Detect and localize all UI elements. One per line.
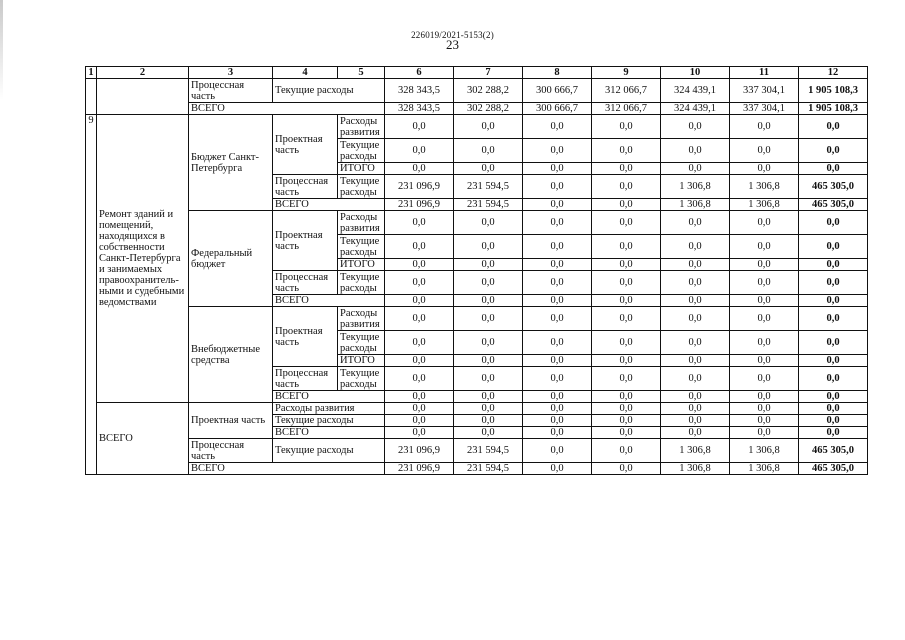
table-row [86, 439, 868, 463]
prev-process-value: 300 666,7 [523, 79, 592, 103]
itogo-label: ИТОГО [338, 259, 385, 271]
vsego-value: 0,0 [523, 199, 592, 211]
total-itogo-value: 0,0 [523, 427, 592, 439]
tekushchie-value: 0,0 [799, 139, 868, 163]
vsego-value: 1 306,8 [730, 199, 799, 211]
razvitie-value: 0,0 [730, 211, 799, 235]
tekushchie-value: 0,0 [592, 139, 661, 163]
prev-vsego-value: 324 439,1 [661, 103, 730, 115]
total-razvitie-value: 0,0 [523, 403, 592, 415]
total-label: ВСЕГО [97, 403, 189, 475]
part-label: Проектная часть [273, 211, 338, 271]
column-header: 11 [730, 67, 799, 79]
part-label: Процессная часть [273, 175, 338, 199]
tekushchie-value: 0,0 [523, 331, 592, 355]
table-row [86, 211, 868, 235]
tekushchie-value: 0,0 [592, 331, 661, 355]
total-vsego-value: 1 306,8 [661, 463, 730, 475]
vsego-value: 0,0 [523, 391, 592, 403]
vsego-value: 0,0 [454, 391, 523, 403]
total-vsego-value: 231 594,5 [454, 463, 523, 475]
itogo-value: 0,0 [523, 259, 592, 271]
vsego-value: 0,0 [661, 391, 730, 403]
total-vsego-value: 0,0 [523, 463, 592, 475]
vsego-value: 0,0 [523, 295, 592, 307]
tekushchie-value: 0,0 [385, 235, 454, 259]
table-row [86, 115, 868, 139]
razvitie-value: 0,0 [523, 211, 592, 235]
funding-source: Федеральный бюджет [189, 211, 273, 307]
razvitie-value: 0,0 [661, 307, 730, 331]
itogo-value: 0,0 [454, 259, 523, 271]
itogo-value: 0,0 [523, 355, 592, 367]
razvitie-value: 0,0 [454, 307, 523, 331]
vsego-label: ВСЕГО [189, 103, 385, 115]
tekushchie-value: 0,0 [454, 235, 523, 259]
tekushchie-value: 0,0 [523, 235, 592, 259]
item-number: 9 [86, 115, 97, 475]
prev-vsego-value: 328 343,5 [385, 103, 454, 115]
total-razvitie-value: 0,0 [661, 403, 730, 415]
vsego-value: 0,0 [799, 391, 868, 403]
vsego-label: ВСЕГО [273, 295, 385, 307]
part-label: Процессная часть [189, 439, 273, 463]
expense-label: Расходы развития [338, 211, 385, 235]
column-header: 6 [385, 67, 454, 79]
total-process-value: 1 306,8 [661, 439, 730, 463]
part-label: Проектная часть [273, 307, 338, 367]
itogo-value: 0,0 [730, 163, 799, 175]
itogo-value: 0,0 [730, 355, 799, 367]
column-header: 8 [523, 67, 592, 79]
itogo-value: 0,0 [661, 163, 730, 175]
table-row [86, 403, 868, 415]
vsego-value: 0,0 [454, 295, 523, 307]
razvitie-value: 0,0 [592, 211, 661, 235]
razvitie-value: 0,0 [385, 211, 454, 235]
expense-label: Текущие расходы [338, 175, 385, 199]
vsego-label: ВСЕГО [273, 199, 385, 211]
prev-process-value: 312 066,7 [592, 79, 661, 103]
itogo-value: 0,0 [799, 163, 868, 175]
razvitie-value: 0,0 [730, 115, 799, 139]
expense-label: Текущие расходы [338, 139, 385, 163]
prev-process-value: 324 439,1 [661, 79, 730, 103]
expense-label: Текущие расходы [273, 415, 385, 427]
vsego-label: ВСЕГО [273, 427, 385, 439]
razvitie-value: 0,0 [799, 211, 868, 235]
total-tekushchie-value: 0,0 [730, 415, 799, 427]
itogo-value: 0,0 [592, 259, 661, 271]
document-number: 226019/2021-5153(2) [411, 30, 494, 40]
total-itogo-value: 0,0 [661, 427, 730, 439]
itogo-label: ИТОГО [338, 355, 385, 367]
itogo-label: ИТОГО [338, 163, 385, 175]
expense-label: Текущие расходы [273, 79, 385, 103]
process-value: 0,0 [730, 271, 799, 295]
part-label: Процессная часть [273, 271, 338, 295]
column-header: 12 [799, 67, 868, 79]
total-tekushchie-value: 0,0 [523, 415, 592, 427]
tekushchie-value: 0,0 [799, 331, 868, 355]
table-row [86, 103, 868, 115]
razvitie-value: 0,0 [385, 115, 454, 139]
razvitie-value: 0,0 [523, 307, 592, 331]
process-value: 0,0 [523, 271, 592, 295]
tekushchie-value: 0,0 [730, 139, 799, 163]
tekushchie-value: 0,0 [385, 331, 454, 355]
prev-vsego-value: 337 304,1 [730, 103, 799, 115]
vsego-value: 0,0 [592, 391, 661, 403]
vsego-value: 231 594,5 [454, 199, 523, 211]
tekushchie-value: 0,0 [592, 235, 661, 259]
column-header: 1 [86, 67, 97, 79]
process-value: 231 096,9 [385, 175, 454, 199]
part-label: Процессная часть [189, 79, 273, 103]
part-label: Проектная часть [189, 403, 273, 439]
itogo-value: 0,0 [523, 163, 592, 175]
itogo-value: 0,0 [385, 355, 454, 367]
process-value: 465 305,0 [799, 175, 868, 199]
razvitie-value: 0,0 [799, 307, 868, 331]
part-label: Проектная часть [273, 115, 338, 175]
itogo-value: 0,0 [454, 355, 523, 367]
total-itogo-value: 0,0 [592, 427, 661, 439]
column-header: 5 [338, 67, 385, 79]
expense-label: Текущие расходы [338, 271, 385, 295]
column-header: 3 [189, 67, 273, 79]
itogo-value: 0,0 [385, 259, 454, 271]
expense-label: Расходы развития [273, 403, 385, 415]
budget-table [85, 66, 868, 475]
process-value: 0,0 [661, 367, 730, 391]
total-process-value: 1 306,8 [730, 439, 799, 463]
itogo-value: 0,0 [592, 355, 661, 367]
item-name: Ремонт зданий и помещений, находящихся в собственности Санкт-Петербурга и занимаемых правоохранитель-ными и судебными ведомствами [97, 115, 189, 403]
prev-process-value: 302 288,2 [454, 79, 523, 103]
expense-label: Текущие расходы [338, 367, 385, 391]
tekushchie-value: 0,0 [385, 139, 454, 163]
expense-label: Расходы развития [338, 307, 385, 331]
item-number-cell [86, 79, 97, 115]
total-vsego-value: 231 096,9 [385, 463, 454, 475]
total-tekushchie-value: 0,0 [799, 415, 868, 427]
process-value: 0,0 [454, 367, 523, 391]
total-itogo-value: 0,0 [730, 427, 799, 439]
razvitie-value: 0,0 [523, 115, 592, 139]
process-value: 0,0 [523, 367, 592, 391]
itogo-value: 0,0 [661, 355, 730, 367]
expense-label: Текущие расходы [273, 439, 385, 463]
tekushchie-value: 0,0 [523, 139, 592, 163]
razvitie-value: 0,0 [730, 307, 799, 331]
column-header: 10 [661, 67, 730, 79]
process-value: 0,0 [385, 367, 454, 391]
table-row [86, 463, 868, 475]
process-value: 0,0 [730, 367, 799, 391]
total-process-value: 231 594,5 [454, 439, 523, 463]
tekushchie-value: 0,0 [730, 235, 799, 259]
part-label: Процессная часть [273, 367, 338, 391]
process-value: 0,0 [454, 271, 523, 295]
process-value: 1 306,8 [730, 175, 799, 199]
process-value: 1 306,8 [661, 175, 730, 199]
vsego-value: 465 305,0 [799, 199, 868, 211]
total-process-value: 0,0 [592, 439, 661, 463]
prev-process-value: 337 304,1 [730, 79, 799, 103]
prev-vsego-value: 302 288,2 [454, 103, 523, 115]
total-tekushchie-value: 0,0 [661, 415, 730, 427]
total-razvitie-value: 0,0 [799, 403, 868, 415]
vsego-value: 231 096,9 [385, 199, 454, 211]
itogo-value: 0,0 [730, 259, 799, 271]
vsego-value: 0,0 [799, 295, 868, 307]
tekushchie-value: 0,0 [799, 235, 868, 259]
vsego-value: 0,0 [385, 295, 454, 307]
tekushchie-value: 0,0 [661, 139, 730, 163]
process-value: 0,0 [523, 175, 592, 199]
vsego-value: 0,0 [730, 295, 799, 307]
total-process-value: 0,0 [523, 439, 592, 463]
total-tekushchie-value: 0,0 [454, 415, 523, 427]
item-name-cell [97, 79, 189, 115]
itogo-value: 0,0 [454, 163, 523, 175]
tekushchie-value: 0,0 [454, 331, 523, 355]
expense-label: Текущие расходы [338, 331, 385, 355]
table-row [86, 79, 868, 103]
header-row [86, 67, 868, 79]
total-tekushchie-value: 0,0 [385, 415, 454, 427]
prev-vsego-value: 312 066,7 [592, 103, 661, 115]
page-number: 23 [446, 37, 459, 52]
vsego-label: ВСЕГО [273, 391, 385, 403]
process-value: 0,0 [799, 271, 868, 295]
total-vsego-value: 465 305,0 [799, 463, 868, 475]
total-vsego-value: 0,0 [592, 463, 661, 475]
razvitie-value: 0,0 [454, 211, 523, 235]
razvitie-value: 0,0 [454, 115, 523, 139]
razvitie-value: 0,0 [385, 307, 454, 331]
process-value: 231 594,5 [454, 175, 523, 199]
funding-source: Внебюджетные средства [189, 307, 273, 403]
prev-vsego-value: 300 666,7 [523, 103, 592, 115]
total-razvitie-value: 0,0 [592, 403, 661, 415]
process-value: 0,0 [385, 271, 454, 295]
expense-label: Текущие расходы [338, 235, 385, 259]
total-itogo-value: 0,0 [799, 427, 868, 439]
expense-label: Расходы развития [338, 115, 385, 139]
razvitie-value: 0,0 [661, 115, 730, 139]
process-value: 0,0 [592, 175, 661, 199]
column-header: 2 [97, 67, 189, 79]
column-header: 9 [592, 67, 661, 79]
total-tekushchie-value: 0,0 [592, 415, 661, 427]
process-value: 0,0 [592, 271, 661, 295]
total-razvitie-value: 0,0 [454, 403, 523, 415]
itogo-value: 0,0 [592, 163, 661, 175]
vsego-value: 0,0 [592, 199, 661, 211]
itogo-value: 0,0 [799, 355, 868, 367]
process-value: 0,0 [661, 271, 730, 295]
vsego-label: ВСЕГО [189, 463, 385, 475]
itogo-value: 0,0 [661, 259, 730, 271]
process-value: 0,0 [799, 367, 868, 391]
funding-source: Бюджет Санкт-Петербурга [189, 115, 273, 211]
razvitie-value: 0,0 [592, 307, 661, 331]
prev-process-value: 1 905 108,3 [799, 79, 868, 103]
vsego-value: 0,0 [592, 295, 661, 307]
vsego-value: 1 306,8 [661, 199, 730, 211]
tekushchie-value: 0,0 [454, 139, 523, 163]
vsego-value: 0,0 [661, 295, 730, 307]
prev-process-value: 328 343,5 [385, 79, 454, 103]
process-value: 0,0 [592, 367, 661, 391]
total-process-value: 465 305,0 [799, 439, 868, 463]
total-itogo-value: 0,0 [454, 427, 523, 439]
itogo-value: 0,0 [799, 259, 868, 271]
vsego-value: 0,0 [730, 391, 799, 403]
tekushchie-value: 0,0 [730, 331, 799, 355]
razvitie-value: 0,0 [592, 115, 661, 139]
total-vsego-value: 1 306,8 [730, 463, 799, 475]
total-razvitie-value: 0,0 [730, 403, 799, 415]
column-header: 4 [273, 67, 338, 79]
total-razvitie-value: 0,0 [385, 403, 454, 415]
tekushchie-value: 0,0 [661, 235, 730, 259]
total-itogo-value: 0,0 [385, 427, 454, 439]
vsego-value: 0,0 [385, 391, 454, 403]
tekushchie-value: 0,0 [661, 331, 730, 355]
razvitie-value: 0,0 [799, 115, 868, 139]
table-row [86, 307, 868, 331]
column-header: 7 [454, 67, 523, 79]
razvitie-value: 0,0 [661, 211, 730, 235]
total-process-value: 231 096,9 [385, 439, 454, 463]
itogo-value: 0,0 [385, 163, 454, 175]
prev-vsego-value: 1 905 108,3 [799, 103, 868, 115]
